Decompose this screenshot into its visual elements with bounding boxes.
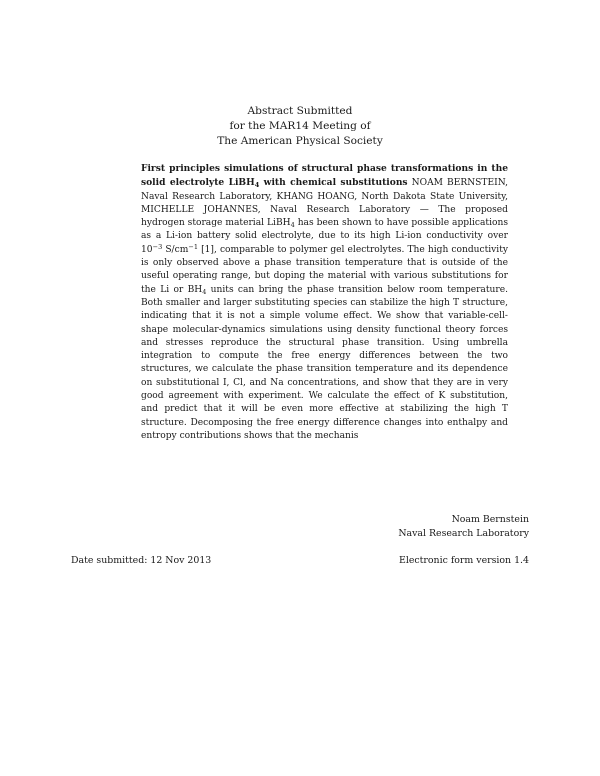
superscript-2: −1	[188, 242, 198, 251]
header-line-1: Abstract Submitted	[247, 105, 353, 117]
abstract-header	[0, 104, 600, 149]
subscript-2: 4	[202, 287, 207, 296]
signature-affiliation: Naval Research Laboratory	[398, 528, 529, 539]
abstract-text-5: units can bring the phase transition below room temperature. Both smaller and larger substituting species can stabilize the high T structure, indicating that it is not a simple volume effect. We show that variable-cell-shape molecular-dynamics simulations using density functional theory forces and stresses reproduce the structural phase transition. Using umbrella integration to compute the free energy differences between the two structures, we calculate the phase transition temperature and its dependence on substitutional I, Cl, and Na concentrations, and show that they are in very good agreement with experiment. We calculate the effect of K substitution, and predict that it will be even more effective at stabilizing the high T structure. Decomposing the free energy difference changes into enthalpy and entropy contributions shows that the mechanis	[141, 284, 508, 441]
authors: NOAM BERNSTEIN, Naval Research Laboratory, KHANG HOANG, North Dakota State University, MICHELLE JOHANNES, Naval Research Laboratory —	[141, 178, 508, 215]
abstract-body	[141, 162, 508, 443]
header-line-2: for the MAR14 Meeting of	[229, 120, 371, 132]
title-subscript: 4	[254, 181, 260, 190]
signature-name: Noam Bernstein	[451, 514, 529, 525]
date-submitted: Date submitted: 12 Nov 2013	[71, 555, 212, 566]
abstract-text-2: has been shown to have possible applications as a Li-ion battery solid electrolyte, due to its high Li-ion conductivity over 10	[141, 218, 508, 255]
form-version: Electronic form version 1.4	[399, 555, 529, 566]
title-text-2: with chemical substitutions	[259, 177, 408, 189]
abstract-text-3: S/cm	[162, 244, 189, 255]
superscript-1: −3	[152, 242, 163, 251]
signature-block	[398, 513, 529, 541]
subscript-1: 4	[290, 221, 295, 230]
header-line-3: The American Physical Society	[217, 135, 383, 147]
abstract-text-1: The proposed hydrogen storage material LiBH	[141, 204, 508, 229]
title-text-1: First principles simulations of structural phase transformations in the solid electrolyte LiBH	[141, 163, 508, 189]
abstract-text-4: [1], comparable to polymer gel electrolytes. The high conductivity is only observed above a phase transition temperature that is outside of the useful operating range, but doping the material with various substitutions for the Li or BH	[141, 244, 509, 295]
